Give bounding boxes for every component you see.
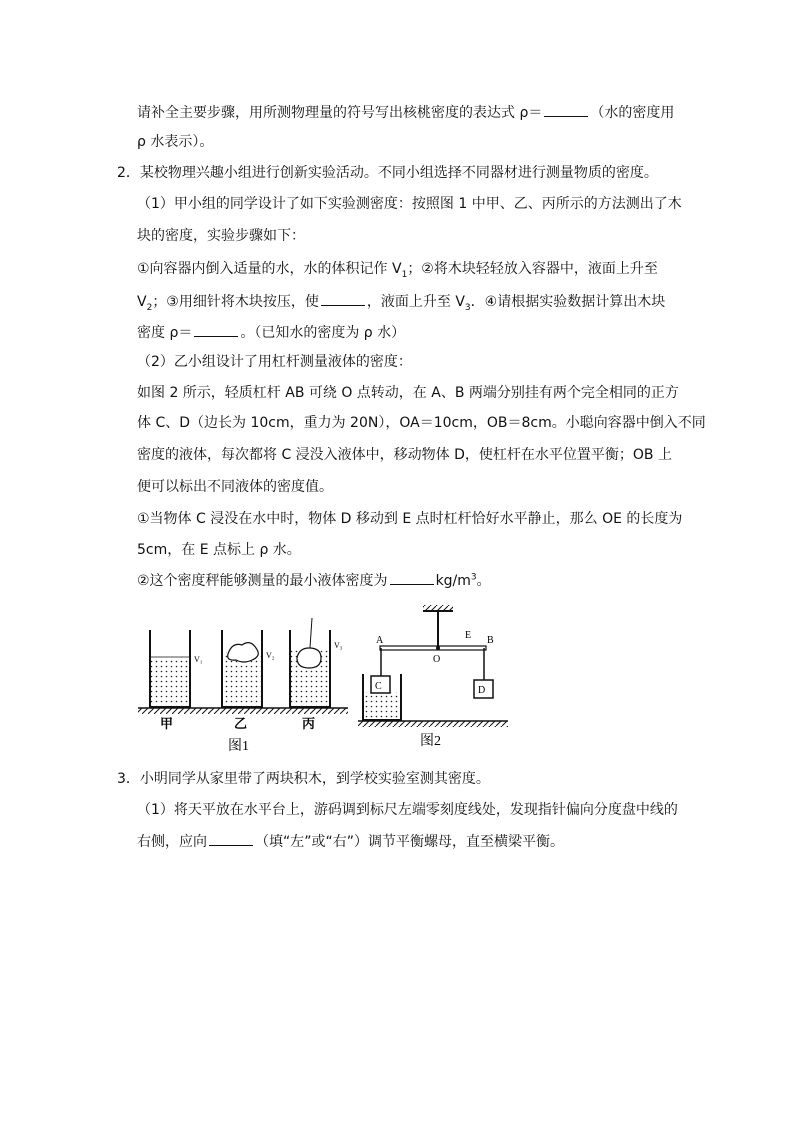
q2-part2-text-3: 密度的液体，每次都将 C 浸没入液体中，移动物体 D，使杠杆在水平位置平衡；OB 上 — [137, 447, 672, 463]
point-b: B — [487, 635, 494, 646]
sup-3: 3 — [470, 572, 477, 583]
q3-part1-line2 — [137, 831, 564, 851]
beaker-bing — [290, 618, 343, 707]
answer-blank — [544, 102, 588, 117]
step2-text-a: V — [137, 294, 147, 310]
sub-1: 1 — [401, 269, 408, 280]
label-jia: 甲 — [160, 716, 174, 731]
q2-c1-line1 — [137, 509, 682, 529]
v3-label: V₃ — [334, 641, 343, 650]
q3-header-text: 3．小明同学从家里带了两块积木，到学校实验室测其密度。 — [117, 771, 490, 787]
answer-blank — [390, 570, 434, 585]
step2-text-c: ，液面上升至 V — [366, 294, 465, 310]
q3-part1-text-2a: 右侧，应向 — [137, 834, 207, 850]
label-yi: 乙 — [234, 716, 248, 731]
wood-block-floating — [228, 643, 259, 662]
step2-text-d: ．④请根据实验数据计算出木块 — [470, 294, 666, 310]
q2-part1-text-1: （1）甲小组的同学设计了如下实验测密度：按照图 1 中甲、乙、丙所示的方法测出了木 — [137, 196, 682, 212]
q3-part1-text-1: （1）将天平放在水平台上，游码调到标尺左端零刻度线处，发现指针偏向分度盘中线的 — [137, 802, 678, 818]
step2-text-b: ；③用细针将木块按压，使 — [152, 294, 319, 310]
point-a: A — [376, 635, 384, 646]
point-e: E — [465, 630, 472, 641]
step1-text-b: ；②将木块轻轻放入容器中，液面上升至 — [407, 261, 658, 277]
figure-1 — [138, 618, 348, 754]
step3-text-a: 密度 ρ＝ — [137, 325, 193, 341]
q2-part2-text-4: 便可以标出不同液体的密度值。 — [137, 479, 333, 495]
step3-text-b: 。（已知水的密度为 ρ 水） — [240, 325, 406, 341]
q2-header-text: 2．某校物理兴趣小组进行创新实验活动。不同小组选择不同器材进行测量物质的密度。 — [117, 165, 658, 181]
q2-step-line1 — [137, 259, 658, 279]
step1-text-a: ①向容器内倒入适量的水，水的体积记作 V — [137, 261, 402, 277]
q2-step-line2 — [137, 291, 665, 311]
sub-2: 2 — [146, 302, 153, 313]
figure-2 — [358, 605, 508, 749]
q2-part2-line4 — [137, 477, 333, 497]
fig1-caption: 图1 — [228, 739, 249, 754]
q2-header — [117, 163, 658, 183]
q3-header — [117, 769, 490, 789]
label-c: C — [375, 681, 382, 692]
lever-ab — [380, 646, 486, 650]
v2-label: V₂ — [266, 651, 275, 660]
intro-text-a: 请补全主要步骤，用所测物理量的符号写出核桃密度的表达式 ρ＝ — [137, 105, 543, 121]
answer-blank — [209, 831, 253, 846]
q2-c2-text-a: ②这个密度秤能够测量的最小液体密度为 — [137, 573, 388, 589]
q2-part2-text-2: 体 C、D（边长为 10cm，重力为 20N），OA＝10cm，OB＝8cm。小聪向容器中倒入不同 — [137, 415, 706, 431]
q2-c2-line — [137, 570, 491, 590]
q3-part1-text-2b: （填“左”或“右”）调节平衡螺母，直至横梁平衡。 — [255, 834, 565, 850]
q2-c1-text-1: ①当物体 C 浸没在水中时，物体 D 移动到 E 点时杠杆恰好水平静止，那么 OE 的长度为 — [137, 511, 683, 527]
q2-c2-text-b: kg/m — [435, 573, 471, 589]
q2-step-line3 — [137, 322, 405, 342]
q2-part2-head — [137, 352, 412, 372]
q2-part2-line2 — [137, 413, 706, 433]
q2-part2-text-1: 如图 2 所示，轻质杠杆 AB 可绕 O 点转动，在 A、B 两端分别挂有两个完全相同的正方 — [137, 385, 679, 401]
q2-part2-line3 — [137, 445, 672, 465]
fig2-caption: 图2 — [420, 734, 441, 749]
answer-blank — [194, 322, 238, 337]
figure-area — [130, 600, 520, 760]
q2-part2-line1 — [137, 383, 679, 403]
intro-line-1 — [137, 102, 674, 122]
intro-text-b: （水的密度用 — [590, 105, 675, 121]
q3-part1-line1 — [137, 800, 678, 820]
answer-blank — [321, 291, 365, 306]
intro-text-c: ρ 水表示）。 — [137, 134, 214, 150]
intro-line-2 — [137, 132, 213, 152]
q2-part1-text-2: 块的密度，实验步骤如下： — [137, 228, 305, 244]
q2-part1-line1 — [137, 194, 682, 214]
q2-part2-head-text: （2）乙小组设计了用杠杆测量液体的密度： — [137, 354, 412, 370]
label-bing: 丙 — [302, 716, 316, 731]
wood-block-submerged — [297, 648, 321, 668]
q2-c2-text-c: 。 — [476, 573, 491, 589]
q2-c1-line2 — [137, 540, 301, 560]
sub-3: 3 — [464, 302, 471, 313]
v1-label: V₁ — [194, 655, 203, 664]
beaker-jia — [150, 630, 203, 707]
label-d: D — [478, 685, 486, 696]
q2-c1-text-2: 5cm，在 E 点标上 ρ 水。 — [137, 542, 301, 558]
beaker-yi — [222, 630, 275, 707]
point-o: O — [433, 654, 441, 665]
q2-part1-line2 — [137, 226, 305, 246]
